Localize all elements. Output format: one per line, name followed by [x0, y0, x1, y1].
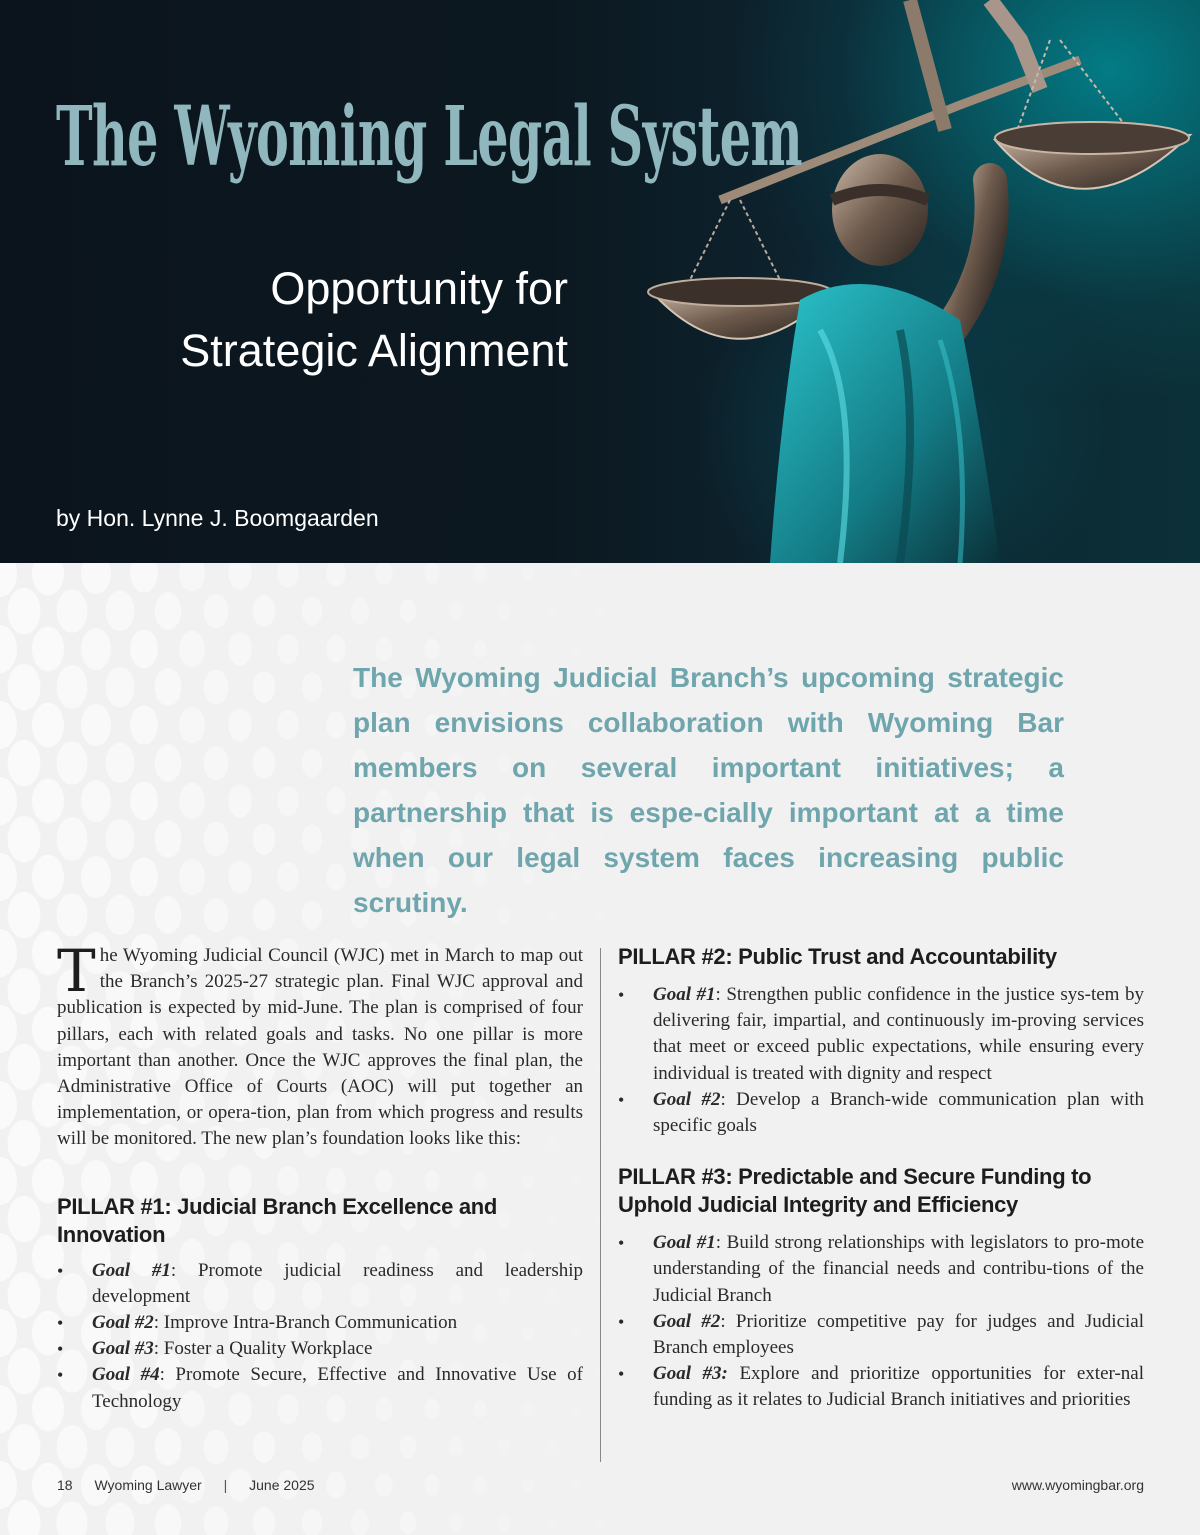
- halftone-dot: [57, 893, 88, 937]
- halftone-dot: [596, 605, 604, 616]
- halftone-dot: [8, 1120, 41, 1167]
- halftone-dot: [32, 778, 64, 823]
- halftone-dot: [179, 859, 205, 895]
- column-divider: [600, 948, 601, 1462]
- left-column: [57, 937, 583, 1415]
- halftone-dot: [228, 784, 252, 817]
- halftone-dot: [0, 777, 17, 825]
- halftone-dot: [0, 563, 17, 597]
- halftone-dot: [228, 860, 252, 893]
- subtitle-line-2: Strategic Alignment: [180, 325, 568, 376]
- lady-justice-statue-icon: [600, 0, 1200, 563]
- halftone-dot: [620, 644, 627, 654]
- halftone-dot: [0, 853, 17, 901]
- halftone-dot: [0, 1461, 17, 1509]
- halftone-dot: [571, 643, 580, 656]
- halftone-dot: [302, 749, 323, 778]
- halftone-dot: [57, 817, 88, 861]
- halftone-dot: [351, 598, 369, 624]
- halftone-dot: [351, 1434, 369, 1460]
- halftone-dot: [498, 1439, 510, 1456]
- halftone-dot: [204, 898, 229, 933]
- halftone-dot: [253, 823, 276, 855]
- page-title: The Wyoming Legal System: [56, 89, 802, 185]
- halftone-dot: [596, 1517, 604, 1528]
- halftone-dot: [326, 563, 346, 587]
- page-footer: [57, 1477, 1144, 1493]
- page-number: 18: [57, 1477, 73, 1493]
- halftone-dot: [8, 1196, 41, 1243]
- halftone-dot: [0, 1233, 17, 1281]
- halftone-dot: [228, 632, 252, 665]
- halftone-dot: [179, 563, 205, 591]
- halftone-dot: [8, 664, 41, 711]
- halftone-dot: [81, 780, 111, 822]
- halftone-dot: [81, 563, 111, 594]
- halftone-dot: [155, 896, 182, 934]
- halftone-dot: [400, 1512, 416, 1535]
- halftone-dot: [326, 787, 346, 814]
- halftone-dot: [424, 563, 439, 584]
- halftone-dot: [277, 634, 299, 664]
- halftone-dot: [0, 625, 17, 673]
- halftone-dot: [302, 1433, 323, 1462]
- halftone-dot: [277, 563, 299, 588]
- list-item: • Goal #2: Develop a Branch-wide communication plan with specific goals: [618, 1087, 1144, 1139]
- halftone-dot: [204, 594, 229, 629]
- halftone-dot: [8, 1348, 41, 1395]
- halftone-dot: [32, 854, 64, 899]
- list-item: • Goal #3: Foster a Quality Workplace: [57, 1336, 583, 1362]
- halftone-dot: [106, 819, 135, 860]
- halftone-dot: [375, 563, 392, 585]
- halftone-dot: [0, 1081, 17, 1129]
- publication-name: Wyoming Lawyer: [94, 1477, 202, 1493]
- halftone-dot: [326, 711, 346, 738]
- halftone-dot: [81, 704, 111, 746]
- halftone-dot: [204, 1430, 229, 1465]
- halftone-dot: [253, 747, 276, 779]
- halftone-dot: [130, 563, 158, 593]
- halftone-dot: [155, 592, 182, 630]
- halftone-dot: [155, 668, 182, 706]
- subtitle-line-1: Opportunity for: [270, 263, 568, 314]
- halftone-dot: [302, 1509, 323, 1535]
- halftone-dot: [351, 1510, 369, 1535]
- list-item: • Goal #3: Explore and prioritize opportunities for exter-nal funding as it relates to Judicial Branch initiatives and priorities: [618, 1361, 1144, 1413]
- halftone-dot: [0, 1385, 17, 1433]
- halftone-dot: [449, 601, 463, 621]
- halftone-dot: [155, 820, 182, 858]
- halftone-dot: [400, 1436, 416, 1459]
- halftone-dot: [253, 671, 276, 703]
- byline: by Hon. Lynne J. Boomgaarden: [56, 505, 379, 531]
- halftone-dot: [0, 1309, 17, 1357]
- list-item: • Goal #2: Prioritize competitive pay for judges and Judicial Branch employees: [618, 1309, 1144, 1361]
- halftone-dot: [302, 825, 323, 854]
- halftone-dot: [547, 604, 557, 618]
- halftone-dot: [57, 665, 88, 709]
- halftone-dot: [130, 781, 158, 820]
- pillar-3-goals: [618, 1230, 1144, 1413]
- list-item: • Goal #1: Build strong relationships with legislators to pro-mote understanding of the financial needs and contribu-tions of the Judicial Branch: [618, 1230, 1144, 1309]
- halftone-dot: [204, 1506, 229, 1535]
- pull-quote: The Wyoming Judicial Branch’s upcoming strategic plan envisions collaboration with Wyoming Bar members on several important initiatives; a partnership that is espe-cially important at a time when our legal system faces increasing public scrutiny.: [353, 662, 1064, 918]
- halftone-dot: [57, 1425, 88, 1469]
- halftone-dot: [277, 862, 299, 892]
- halftone-dot: [0, 929, 17, 977]
- halftone-dot: [106, 667, 135, 708]
- website-link[interactable]: www.wyomingbar.org: [1011, 1477, 1144, 1493]
- halftone-dot: [155, 744, 182, 782]
- halftone-dot: [204, 746, 229, 781]
- halftone-dot: [473, 564, 486, 582]
- list-item: • Goal #2: Improve Intra-Branch Communication: [57, 1310, 583, 1336]
- halftone-dot: [106, 895, 135, 936]
- right-column: [618, 943, 1144, 1414]
- halftone-dot: [228, 708, 252, 741]
- hero-banner: [0, 0, 1200, 563]
- halftone-dot: [620, 568, 627, 578]
- halftone-dot: [8, 740, 41, 787]
- halftone-dot: [155, 1504, 182, 1535]
- intro-text: he Wyoming Judicial Council (WJC) met in March to map out the Branch’s 2025-27 strategic plan. Final WJC approval and publication is expected by mid-June. The plan is comprised of four pillars, each with related goals and tasks. No one pillar is more important than another. Once the WJC approves the final plan, the Administrative Office of Courts (AOC) will put together an implementation, or opera-tion, plan from which progress and results will be monitored. The new plan’s foundation looks like this:: [57, 945, 583, 1150]
- halftone-dot: [253, 595, 276, 627]
- halftone-dot: [32, 563, 64, 596]
- halftone-dot: [277, 710, 299, 740]
- halftone-dot: [449, 1513, 463, 1533]
- halftone-dot: [8, 968, 41, 1015]
- pillar-2-goals: [618, 982, 1144, 1139]
- halftone-dot: [498, 603, 510, 620]
- halftone-dot: [547, 1516, 557, 1530]
- halftone-dot: [8, 1272, 41, 1319]
- halftone-dot: [57, 1501, 88, 1535]
- halftone-dot: [277, 786, 299, 816]
- halftone-dot: [32, 626, 64, 671]
- halftone-dot: [326, 635, 346, 662]
- halftone-dot: [81, 856, 111, 898]
- halftone-dot: [130, 705, 158, 744]
- halftone-dot: [8, 588, 41, 635]
- halftone-dot: [0, 1005, 17, 1053]
- halftone-dot: [106, 591, 135, 632]
- drop-cap: T: [57, 937, 96, 1005]
- halftone-dot: [302, 597, 323, 626]
- halftone-dot: [8, 1500, 41, 1535]
- issue-date: June 2025: [249, 1477, 315, 1493]
- intro-paragraph: [57, 937, 583, 1153]
- halftone-dot: [155, 1428, 182, 1466]
- list-item: • Goal #1: Promote judicial readiness and leadership development: [57, 1258, 583, 1310]
- halftone-dot: [81, 628, 111, 670]
- halftone-dot: [106, 1503, 135, 1535]
- halftone-dot: [130, 629, 158, 668]
- subtitle: [68, 258, 568, 382]
- halftone-dot: [32, 702, 64, 747]
- halftone-dot: [228, 563, 252, 590]
- halftone-dot: [253, 1507, 276, 1535]
- halftone-dot: [179, 631, 205, 667]
- halftone-dot: [8, 816, 41, 863]
- halftone-dot: [204, 822, 229, 857]
- halftone-dot: [253, 1431, 276, 1463]
- list-item: • Goal #4: Promote Secure, Effective and Innovative Use of Technology: [57, 1362, 583, 1414]
- pillar-2-heading: PILLAR #2: Public Trust and Accountability: [618, 944, 1057, 969]
- halftone-dot: [547, 1440, 557, 1454]
- halftone-dot: [498, 1515, 510, 1532]
- halftone-dot: [0, 701, 17, 749]
- halftone-dot: [8, 1424, 41, 1471]
- halftone-dot: [449, 1437, 463, 1457]
- halftone-dot: [106, 743, 135, 784]
- halftone-dot: [8, 1044, 41, 1091]
- halftone-dot: [302, 673, 323, 702]
- halftone-dot: [179, 783, 205, 819]
- halftone-dot: [0, 1157, 17, 1205]
- halftone-dot: [179, 707, 205, 743]
- halftone-dot: [522, 565, 533, 581]
- halftone-dot: [204, 670, 229, 705]
- pillar-1-goals: [57, 1258, 583, 1415]
- halftone-dot: [57, 589, 88, 633]
- halftone-dot: [302, 901, 323, 930]
- halftone-dot: [8, 892, 41, 939]
- halftone-dot: [571, 567, 580, 580]
- pillar-1-heading: PILLAR #1: Judicial Branch Excellence and Innovation: [57, 1193, 498, 1247]
- halftone-dot: [106, 1427, 135, 1468]
- halftone-dot: [400, 600, 416, 623]
- halftone-dot: [57, 741, 88, 785]
- footer-separator: |: [223, 1477, 228, 1493]
- halftone-dot: [130, 857, 158, 896]
- halftone-dot: [253, 899, 276, 931]
- halftone-dot: [326, 863, 346, 890]
- list-item: • Goal #1: Strengthen public confidence in the justice sys-tem by delivering fair, impartial, and continuously im-proving services that meet or exceed public expectations, while ensuring every individual is treated with dignity and respect: [618, 982, 1144, 1087]
- pillar-3-heading: PILLAR #3: Predictable and Secure Funding to Uphold Judicial Integrity and Efficiency: [618, 1164, 1092, 1218]
